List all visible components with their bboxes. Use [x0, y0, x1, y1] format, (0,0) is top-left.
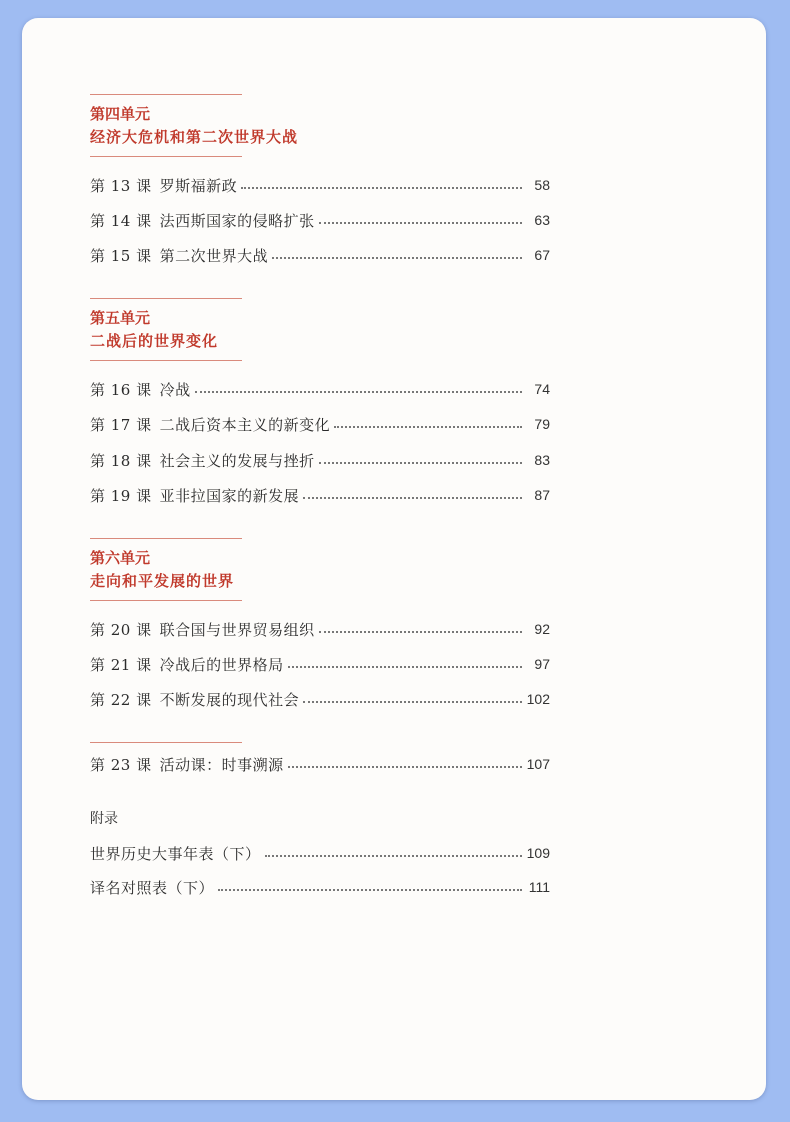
unit-6-header: [90, 538, 242, 601]
lesson-title: 冷战后的世界格局: [159, 655, 284, 674]
toc-page: [22, 18, 766, 1100]
toc-entry-lesson-20[interactable]: [90, 618, 550, 640]
lesson-number: 第 13 课: [90, 176, 152, 195]
toc-entry-lesson-18[interactable]: [90, 449, 550, 471]
lesson-title: 活动课：时事溯源: [159, 755, 284, 774]
lesson-title: 社会主义的发展与挫折: [159, 451, 315, 470]
page-number: 92: [534, 621, 550, 637]
leader-dots: [272, 257, 522, 259]
toc-entry-appendix-chronology[interactable]: [90, 842, 550, 864]
lesson-number: 第 14 课: [90, 211, 152, 230]
lesson-title: 冷战: [159, 380, 191, 399]
divider: [90, 298, 242, 299]
page-number: 63: [534, 212, 550, 228]
lesson-number: 第 16 课: [90, 380, 152, 399]
unit-title: 走向和平发展的世界: [90, 572, 235, 590]
divider: [90, 94, 242, 95]
toc-entry-lesson-14[interactable]: [90, 209, 550, 231]
lesson-number: 第 23 课: [90, 755, 152, 774]
page-number: 97: [534, 656, 550, 672]
toc-entry-lesson-15[interactable]: [90, 244, 550, 266]
divider: [90, 600, 242, 601]
lesson-number: 第 19 课: [90, 486, 152, 505]
unit-title: 经济大危机和第二次世界大战: [90, 128, 299, 146]
leader-dots: [303, 497, 522, 499]
toc-entry-lesson-13[interactable]: [90, 174, 550, 196]
lesson-title: 联合国与世界贸易组织: [159, 620, 315, 639]
divider: [90, 538, 242, 539]
page-number: 74: [534, 381, 550, 397]
leader-dots: [288, 666, 522, 668]
appendix-heading: 附录: [90, 811, 118, 827]
page-number: 79: [534, 416, 550, 432]
unit-4-header: [90, 94, 298, 157]
unit-number: 第五单元: [90, 309, 151, 327]
leader-dots: [334, 426, 522, 428]
leader-dots: [241, 187, 522, 189]
lesson-number: 第 17 课: [90, 415, 152, 434]
toc-entry-lesson-22[interactable]: [90, 688, 550, 710]
lesson-title: 二战后资本主义的新变化: [159, 415, 331, 434]
toc-entry-lesson-16[interactable]: [90, 378, 550, 400]
page-number: 111: [528, 879, 550, 895]
unit-title: 二战后的世界变化: [90, 332, 219, 350]
toc-entry-appendix-glossary[interactable]: [90, 876, 550, 898]
unit-5-header: [90, 298, 242, 361]
unit-number: 第六单元: [90, 549, 151, 567]
toc-entry-lesson-17[interactable]: [90, 413, 550, 435]
page-number: 58: [534, 177, 550, 193]
page-number: 87: [534, 487, 550, 503]
lesson-title: 罗斯福新政: [159, 176, 238, 195]
page-number: 102: [526, 691, 550, 707]
unit-number: 第四单元: [90, 105, 151, 123]
lesson-title: 亚非拉国家的新发展: [159, 486, 300, 505]
leader-dots: [319, 222, 522, 224]
lesson-number: 第 18 课: [90, 451, 152, 470]
lesson-number: 第 15 课: [90, 246, 152, 265]
leader-dots: [218, 889, 522, 891]
lesson-title: 法西斯国家的侵略扩张: [159, 211, 315, 230]
lesson-number: 第 21 课: [90, 655, 152, 674]
leader-dots: [303, 701, 522, 703]
divider: [90, 360, 242, 361]
appendix-item-title: 译名对照表（下）: [90, 878, 215, 897]
lesson-title: 不断发展的现代社会: [159, 690, 300, 709]
lesson-number: 第 22 课: [90, 690, 152, 709]
page-number: 107: [526, 756, 550, 772]
lesson-number: 第 20 课: [90, 620, 152, 639]
lesson-title: 第二次世界大战: [159, 246, 269, 265]
leader-dots: [319, 631, 522, 633]
leader-dots: [265, 855, 522, 857]
leader-dots: [288, 766, 522, 768]
toc-entry-lesson-21[interactable]: [90, 653, 550, 675]
toc-entry-lesson-19[interactable]: [90, 484, 550, 506]
appendix-item-title: 世界历史大事年表（下）: [90, 844, 261, 863]
divider: [90, 742, 242, 743]
toc-entry-lesson-23[interactable]: [90, 753, 550, 775]
leader-dots: [195, 391, 522, 393]
page-number: 109: [526, 845, 550, 861]
divider: [90, 156, 242, 157]
page-number: 67: [534, 247, 550, 263]
leader-dots: [319, 462, 522, 464]
page-number: 83: [534, 452, 550, 468]
